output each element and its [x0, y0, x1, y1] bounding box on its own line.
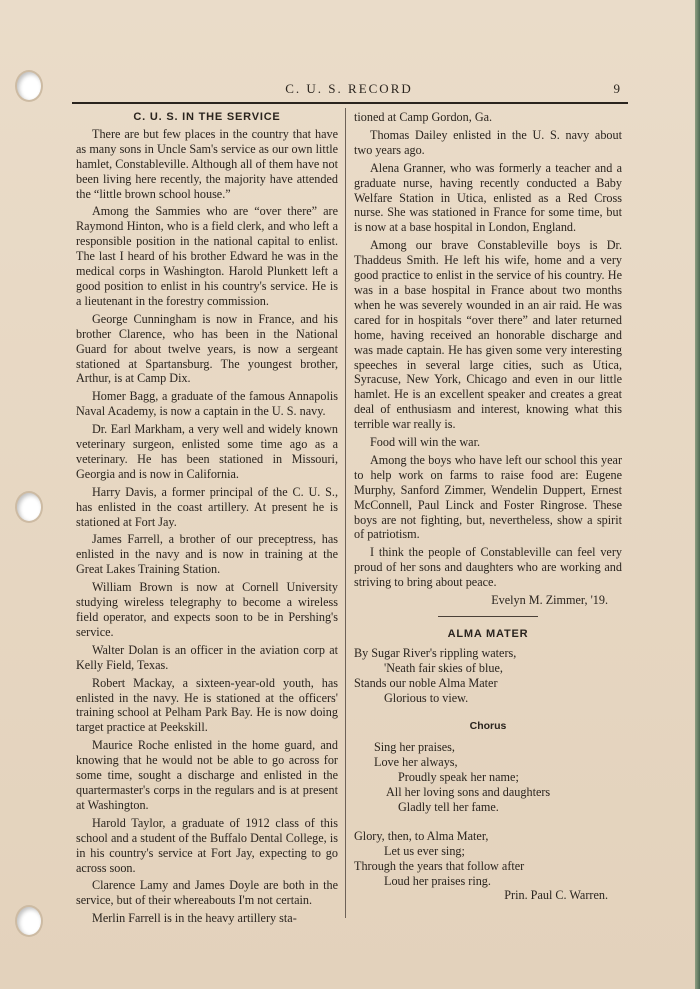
- poem-chorus: [354, 740, 622, 814]
- paragraph: Food will win the war.: [370, 435, 481, 450]
- paragraph: Among the Sammies who are “over there” are Raymond Hinton, who is a field clerk, and who left a responsible position in the national capital to enlist. The last I heard of his brother Edward he was in the medical corps in Washington. Harold Plunkett left a good position to enlist in his country's service. He is a lieutenant in the forestry commission.: [76, 204, 338, 308]
- punch-hole-bottom: [17, 907, 41, 935]
- section-rule: [438, 616, 538, 617]
- paragraph: Among the boys who have left our school this year to help work on farms to raise food are: Eugene Murphy, Sanford Zimmer, Wendelin Duppert, Ernest McConnell, Paul Linck and Foster Ringrose. These boys are not fighting, but, nevertheless, show a spirit of patriotism.: [354, 452, 622, 542]
- poem-line: Stands our noble Alma Mater: [354, 675, 498, 690]
- punch-hole-middle: [17, 493, 41, 521]
- paragraph: Walter Dolan is an officer in the aviation corp at Kelly Field, Texas.: [76, 642, 338, 672]
- poem-line: Love her always,: [374, 755, 458, 770]
- poem-line: All her loving sons and daughters: [386, 785, 551, 800]
- header-rule: [72, 102, 628, 104]
- poem-line: Let us ever sing;: [384, 843, 465, 858]
- publication-title: C. U. S. RECORD: [285, 81, 413, 96]
- poem-line: Gladly tell her fame.: [398, 799, 499, 814]
- paragraph: There are but few places in the country that have as many sons in Uncle Sam's service as our own little hamlet, Constableville. Although all of them have not been living here recently, the majority have attended the “little brown school house.”: [76, 126, 338, 201]
- paragraph: Homer Bagg, a graduate of the famous Annapolis Naval Academy, is now a captain in the U. S. navy.: [76, 389, 338, 419]
- column-divider: [345, 108, 346, 918]
- paragraph: Among our brave Constableville boys is Dr. Thaddeus Smith. He left his wife, home and a very good practice to enlist in the service of his country. He was in a base hospital in France about two months when he was severely wounded in an air raid. He was cared for in hospitals “over there” and later returned home, having received an honorable discharge and was made captain. He has given some very interesting speeches in several large cities, such as Utica, Syracuse, New York, Chicago and even in our little hamlet. He is an excellent speaker and creates a great deal of enthusiasm and interest, knowing what this terrible war really is.: [354, 238, 622, 432]
- article-signature: Evelyn M. Zimmer, '19.: [491, 593, 608, 608]
- paragraph: Harold Taylor, a graduate of 1912 class of this school and a student of the Buffalo Dental College, is in his country's service at Fort Jay, expecting to go across soon.: [76, 815, 338, 875]
- paragraph: Robert Mackay, a sixteen-year-old youth, has enlisted in the navy. He is stationed at the officers' training school at Pelham Park Bay. He is now doing target practice at Peekskill.: [76, 675, 338, 735]
- right-column: [354, 110, 622, 903]
- stanza-gap: [354, 815, 622, 829]
- paragraph: Thomas Dailey enlisted in the U. S. navy about two years ago.: [354, 127, 622, 157]
- poem-line: Sing her praises,: [374, 740, 455, 755]
- page-number: 9: [613, 81, 620, 96]
- poem-author: Prin. Paul C. Warren.: [504, 888, 608, 903]
- poem-verse: [354, 646, 622, 706]
- binding-edge: [695, 0, 700, 989]
- paragraph: Clarence Lamy and James Doyle are both in the service, but of their whereabouts I'm not certain.: [76, 878, 338, 908]
- paragraph: George Cunningham is now in France, and his brother Clarence, who has been in the National Guard for about twelve years, is now a sergeant stationed at Spartansburg. The youngest brother, Arthur, is at Camp Dix.: [76, 311, 338, 386]
- poem-line: Proudly speak her name;: [398, 770, 519, 785]
- paragraph: William Brown is now at Cornell University studying wireless telegraphy to become a wireless field operator, and expects soon to be in Pershing's service.: [76, 580, 338, 639]
- running-header: [68, 81, 630, 101]
- poem-line: Through the years that follow after: [354, 858, 525, 873]
- left-column: [76, 110, 338, 929]
- paragraph: Alena Granner, who was formerly a teacher and a graduate nurse, having recently conducted a Baby Welfare Station in Utica, enlisted as a Red Cross nurse. She was stationed in France for some time, but is now at a base hospital in London, England.: [354, 160, 622, 235]
- poem-line: Glorious to view.: [384, 690, 469, 705]
- poem-line: 'Neath fair skies of blue,: [384, 660, 503, 675]
- paragraph: I think the people of Constableville can feel very proud of her sons and daughters who are working and striving to bring about peace.: [354, 545, 622, 590]
- chorus-label: Chorus: [469, 720, 507, 733]
- punch-hole-top: [17, 72, 41, 100]
- poem-line: Loud her praises ring.: [384, 873, 491, 888]
- paragraph-continued: Merlin Farrell is in the heavy artillery sta-: [92, 911, 297, 926]
- paragraph: Maurice Roche enlisted in the home guard, and knowing that he would not be able to go across for some time, sought a discharge and enlisted in the quartermaster's corps in the regulars and is at present at Washington.: [76, 738, 338, 812]
- poem-line: By Sugar River's rippling waters,: [354, 645, 517, 660]
- paragraph-continuation: tioned at Camp Gordon, Ga.: [354, 110, 493, 124]
- paragraph: James Farrell, a brother of our preceptress, has enlisted in the navy and is now in training at the Great Lakes Training Station.: [76, 532, 338, 577]
- poem-heading: ALMA MATER: [447, 628, 529, 640]
- poem-verse-2: [354, 829, 622, 889]
- paragraph: Harry Davis, a former principal of the C. U. S., has enlisted in the coast artillery. At present he is stationed at Fort Jay.: [76, 484, 338, 529]
- poem-line: Glory, then, to Alma Mater,: [354, 828, 489, 843]
- paragraph: Dr. Earl Markham, a very well and widely known veterinary surgeon, enlisted some time ago as a veterinary. He has been stationed in Missouri, Georgia and is now in California.: [76, 422, 338, 481]
- article-heading: C. U. S. IN THE SERVICE: [133, 111, 281, 123]
